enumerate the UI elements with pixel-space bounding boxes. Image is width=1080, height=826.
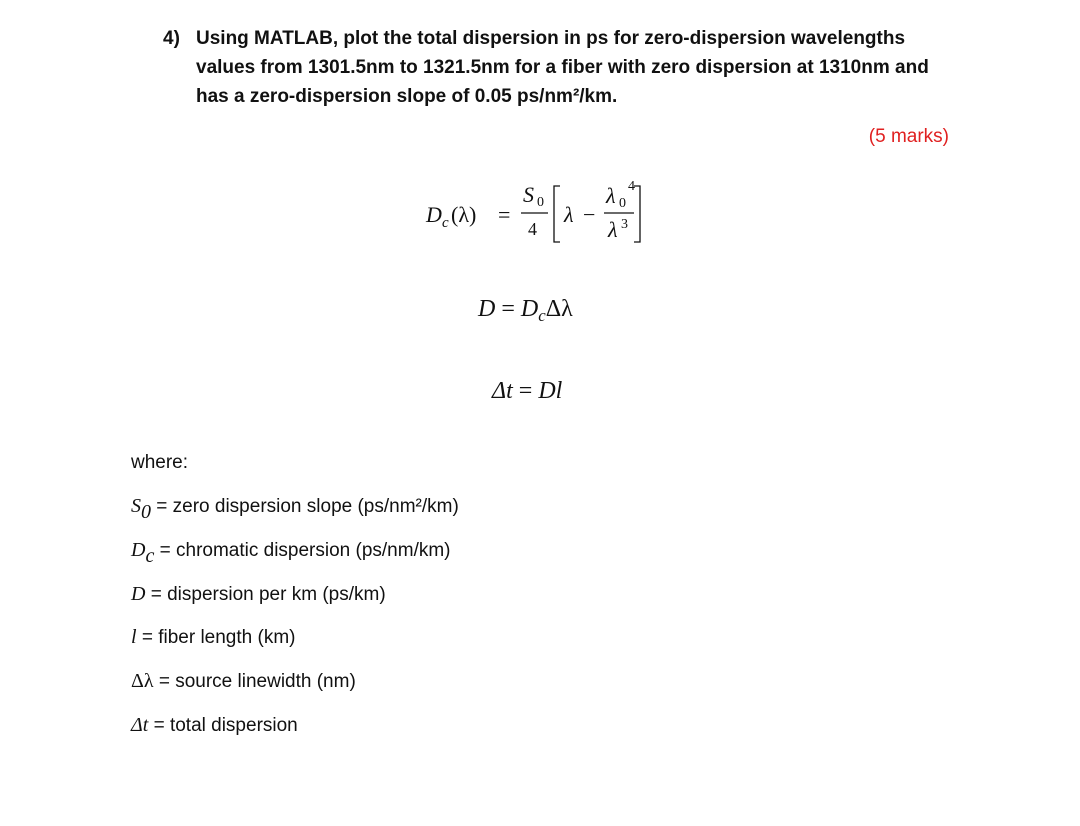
question-number: 4) bbox=[163, 28, 180, 49]
definition-item: Δλ = source linewidth (nm) bbox=[131, 670, 356, 693]
eq2-rhs-tail: Δλ bbox=[545, 296, 573, 322]
total-dispersion-equation bbox=[492, 378, 562, 405]
eq3-rhs: Dl bbox=[538, 378, 563, 404]
definition-item: l = fiber length (km) bbox=[131, 626, 296, 649]
eq1-frac-den: 4 bbox=[528, 219, 537, 239]
eq1-inner-num-sup: 4 bbox=[628, 179, 635, 194]
definition-item: Dc = chromatic dispersion (ps/nm/km) bbox=[131, 538, 451, 567]
eq1-frac-num-sub: 0 bbox=[537, 195, 544, 210]
chromatic-dispersion-equation bbox=[420, 176, 680, 256]
eq3-equals: = bbox=[518, 378, 533, 404]
eq1-minus: − bbox=[583, 202, 596, 227]
eq1-inner-den: λ bbox=[608, 217, 618, 242]
eq1-equals: = bbox=[498, 202, 511, 227]
eq1-lambda: λ bbox=[564, 202, 574, 227]
eq1-left-bracket bbox=[554, 186, 560, 242]
eq1-inner-den-sup: 3 bbox=[621, 217, 628, 232]
eq3-lhs: Δt bbox=[492, 378, 513, 404]
eq2-rhs-sub: c bbox=[538, 306, 546, 326]
dispersion-per-km-equation bbox=[478, 296, 573, 326]
eq1-lhs-sub: c bbox=[442, 215, 449, 231]
eq2-equals: = bbox=[501, 296, 515, 322]
question-text: Using MATLAB, plot the total dispersion in ps for zero-dispersion wavelengths values from 1301.5nm to 1321.5nm for a fiber with zero dispersion at 1310nm and has a zero-dispersion slope of 0.05 ps/nm²/km. bbox=[196, 28, 929, 107]
eq2-rhs: D bbox=[520, 296, 539, 322]
definition-item: Δt = total dispersion bbox=[131, 713, 298, 736]
eq1-right-bracket bbox=[634, 186, 640, 242]
definition-item: D = dispersion per km (ps/km) bbox=[131, 582, 386, 605]
eq1-frac-num: S bbox=[523, 182, 534, 207]
eq1-lhs-arg: (λ) bbox=[451, 202, 477, 227]
eq1-inner-num: λ bbox=[606, 183, 616, 208]
where-label: where: bbox=[131, 452, 189, 473]
eq2-lhs: D bbox=[478, 296, 496, 322]
definitions-list bbox=[131, 494, 459, 757]
eq1-lhs: D bbox=[426, 202, 442, 227]
definition-item: S0 = zero dispersion slope (ps/nm²/km) bbox=[131, 495, 459, 523]
marks-label: (5 marks) bbox=[868, 126, 949, 147]
eq1-inner-num-sub: 0 bbox=[619, 196, 626, 211]
